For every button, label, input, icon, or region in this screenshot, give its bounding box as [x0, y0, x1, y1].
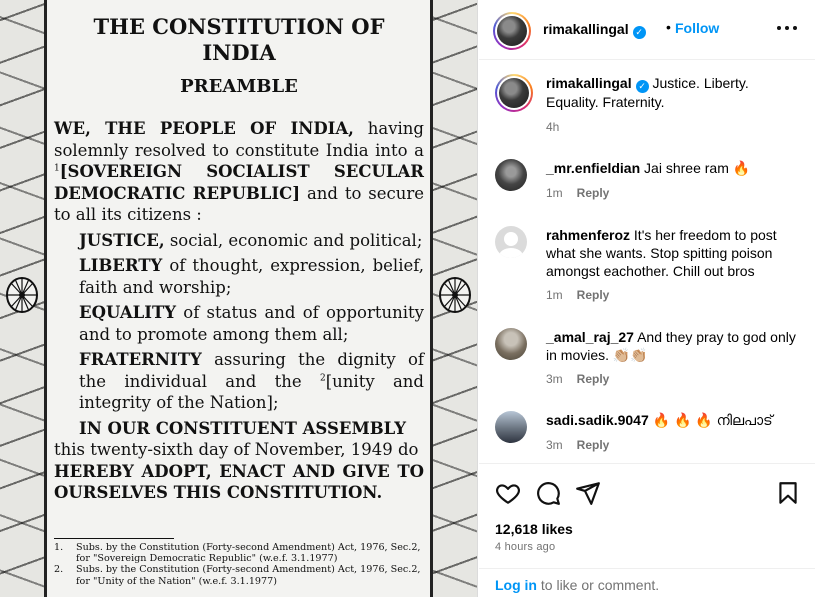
comment-icon[interactable] [535, 480, 561, 506]
fraternity-text: assuring the dignity of the individual and the [79, 350, 424, 391]
comments-list[interactable] [479, 61, 815, 463]
fraternity-clause [54, 349, 424, 414]
equality-clause [54, 302, 424, 345]
we-the-people: WE, THE PEOPLE OF INDIA, [54, 119, 354, 138]
fraternity-word: FRATERNITY [79, 350, 202, 369]
assembly-word: IN OUR CONSTITUENT ASSEMBLY [79, 418, 406, 438]
comment-time: 1m [546, 288, 563, 302]
liberty-word: LIBERTY [79, 256, 163, 275]
comment-item [495, 411, 805, 457]
likes-count[interactable]: 12,618 likes [495, 521, 573, 537]
reply-button[interactable]: Reply [576, 438, 610, 452]
login-link[interactable]: Log in [495, 577, 537, 593]
post-timestamp: 4 hours ago [495, 541, 556, 553]
comment-text-block [546, 226, 801, 280]
comment-time: 3m [546, 438, 563, 452]
header-separator: • [666, 19, 671, 35]
follow-button[interactable]: Follow [675, 20, 720, 36]
footnote-item [54, 564, 424, 575]
intro-end-text: and to secure to all its citizens : [54, 183, 425, 224]
comment-username[interactable]: _amal_raj_27 [546, 329, 634, 345]
footnote-item [54, 542, 424, 553]
comment-meta [546, 186, 609, 200]
preamble-intro [54, 118, 424, 226]
document-heading: PREAMBLE [180, 76, 298, 97]
commenter-avatar[interactable] [495, 328, 527, 360]
comment-meta [546, 288, 609, 302]
adopt-clause [54, 461, 424, 504]
caption-text-block [546, 74, 801, 111]
document-title: THE CONSTITUTION OF INDIA [93, 14, 385, 65]
footnote-text: for "Sovereign Democratic Republic" (w.e.f. 3.1.1977) [76, 553, 338, 565]
author-username-text[interactable]: rimakallingal [543, 21, 629, 37]
preamble-text [54, 118, 424, 504]
comment-text: Jai shree ram 🔥 [644, 160, 751, 176]
footnote-number: 1. [54, 542, 64, 553]
comment-item [495, 226, 805, 306]
comment-item [495, 328, 805, 390]
reply-button[interactable]: Reply [576, 372, 610, 386]
comment-meta [546, 438, 609, 452]
commenter-avatar[interactable] [495, 226, 527, 258]
author-avatar[interactable] [493, 12, 531, 50]
comment-time: 1m [546, 186, 563, 200]
footnote-item [54, 576, 424, 587]
comment-text: 🔥 🔥 🔥 നിലപാട് [652, 412, 773, 428]
comment-meta [546, 372, 609, 386]
comment-text-block [546, 411, 801, 429]
post-side-panel [479, 0, 815, 597]
reply-button[interactable]: Reply [576, 288, 610, 302]
republic-text: [SOVEREIGN SOCIALIST SECULAR DEMOCRATIC REPUBLIC] [54, 162, 424, 203]
caption-text: Justice. Liberty. Equality. Fraternity. [546, 75, 749, 110]
footnote-divider [54, 538, 174, 539]
post-actions [479, 463, 815, 597]
footnote-text: for "Unity of the Nation" (w.e.f. 3.1.1977) [76, 575, 277, 587]
comment-username[interactable]: sadi.sadik.9047 [546, 412, 649, 428]
ashoka-chakra-icon [437, 275, 473, 315]
footnote-number: 2. [54, 564, 64, 576]
post-header [479, 0, 815, 60]
comment-username[interactable]: rahmenferoz [546, 227, 631, 243]
assembly-clause [54, 418, 424, 440]
share-icon[interactable] [575, 480, 601, 506]
footnote-text: Subs. by the Constitution (Forty-second Amendment) Act, 1976, Sec.2, [76, 542, 421, 553]
verified-badge-icon: ✓ [636, 80, 649, 93]
intro-text: having solemnly resolved to constitute India into a [54, 119, 424, 160]
caption-username[interactable]: rimakallingal [546, 75, 632, 91]
comment-text-block [546, 159, 801, 177]
border-rule-right [430, 0, 433, 597]
border-rule-left [44, 0, 47, 597]
commenter-avatar[interactable] [495, 159, 527, 191]
comment-text-block [546, 328, 801, 364]
caption-time: 4h [546, 120, 560, 134]
comment-text: And they pray to god only in movies. 👏🏼👏🏼 [546, 329, 796, 363]
more-options-icon[interactable] [777, 18, 797, 38]
equality-text: of status and of opportunity and to promote among them all; [79, 303, 424, 344]
adopt-text: HEREBY ADOPT, ENACT AND GIVE TO OURSELVES THIS CONSTITUTION. [54, 461, 424, 502]
post-caption [495, 74, 805, 144]
login-prompt [479, 568, 815, 597]
justice-text: social, economic and political; [169, 230, 423, 250]
ashoka-chakra-icon [4, 275, 40, 315]
login-prompt-text: to like or comment. [537, 577, 660, 593]
reply-button[interactable]: Reply [576, 186, 610, 200]
footnote-item [54, 553, 424, 564]
footnote-text: Subs. by the Constitution (Forty-second Amendment) Act, 1976, Sec.2, [76, 564, 421, 576]
verified-badge-icon: ✓ [633, 26, 646, 39]
heart-icon[interactable] [495, 480, 521, 506]
footnotes [54, 542, 424, 587]
justice-clause [54, 230, 424, 252]
liberty-text: of thought, expression, belief, faith and worship; [79, 256, 424, 297]
footnote-mark-2: 2 [320, 373, 326, 383]
comment-item [495, 159, 805, 205]
comment-username[interactable]: _mr.enfieldian [546, 160, 641, 176]
bookmark-icon[interactable] [775, 480, 801, 506]
liberty-clause [54, 255, 424, 298]
author-username[interactable] [543, 21, 646, 39]
footnote-mark-1: 1 [54, 163, 60, 174]
comment-text: It's her freedom to post what she wants. Stop spitting poison amongst eachother. Chill out bros [546, 227, 777, 279]
caption-author-avatar[interactable] [495, 74, 533, 112]
equality-word: EQUALITY [79, 303, 177, 322]
comment-time: 3m [546, 372, 563, 386]
commenter-avatar[interactable] [495, 411, 527, 443]
caption-meta [546, 120, 559, 134]
justice-word: JUSTICE, [79, 230, 165, 250]
assembly-date: this twenty-sixth day of November, 1949 do [54, 440, 419, 459]
fraternity-text-2: [unity and integrity of the Nation]; [79, 371, 424, 412]
